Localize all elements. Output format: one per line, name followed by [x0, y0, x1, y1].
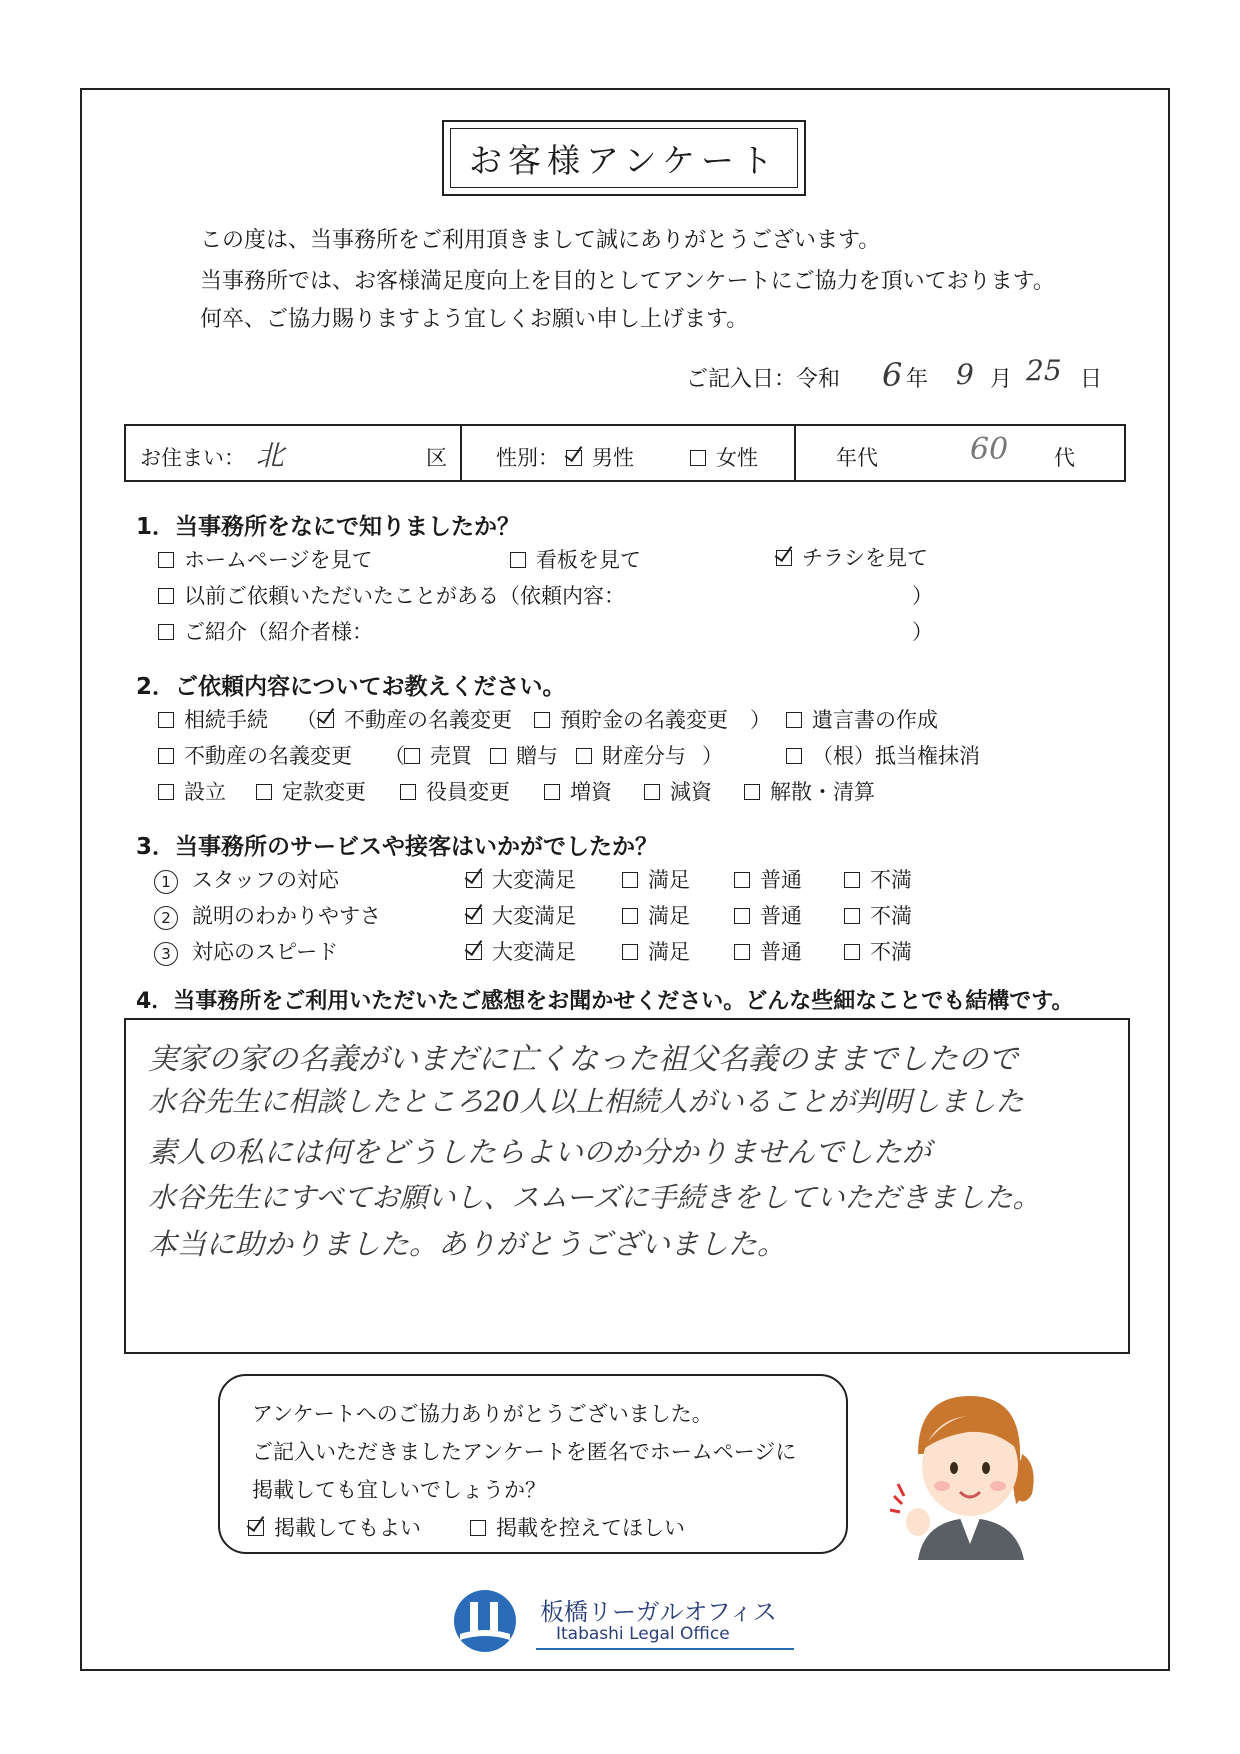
comment-line-5: 本当に助かりました。ありがとうございました。 — [148, 1227, 787, 1261]
checkbox-icon[interactable] — [734, 944, 750, 960]
cheek-shape — [990, 1481, 1006, 1491]
choice-label: 普通 — [760, 940, 802, 964]
checkbox-icon[interactable] — [576, 748, 592, 764]
circled-number: 2 — [154, 906, 178, 930]
q2-increase-option[interactable] — [544, 776, 612, 806]
q2-division-label: 財産分与 — [602, 744, 686, 768]
q1-flyer-option[interactable] — [776, 542, 928, 572]
intro-line-1: この度は、当事務所をご利用頂きまして誠にありがとうございます。 — [200, 228, 881, 253]
eye-icon — [982, 1462, 990, 1474]
q1-sign-option[interactable] — [510, 544, 641, 574]
q2-mortgage-option[interactable] — [786, 740, 980, 770]
checkbox-checked-icon[interactable] — [466, 872, 482, 888]
q2-sale-option[interactable] — [404, 740, 472, 770]
q3-row-2-normal[interactable] — [734, 900, 802, 930]
staff-illustration — [888, 1384, 1048, 1560]
gender-cell — [462, 426, 794, 480]
checkbox-icon[interactable] — [622, 944, 638, 960]
q2-open-paren-2: （ — [384, 744, 405, 768]
q3-title: 3．当事務所のサービスや接客はいかがでしたか？ — [136, 834, 659, 860]
q1-previous-label: 以前ご依頼いただいたことがある（依頼内容： — [184, 584, 625, 608]
comment-line-1: 実家の家の名義がいまだに亡くなった祖父名義のままでしたので — [148, 1042, 1018, 1077]
choice-label: 不満 — [870, 940, 912, 964]
q3-row-3-label — [154, 936, 338, 966]
q2-establish-option[interactable] — [158, 776, 226, 806]
checkbox-checked-icon[interactable] — [776, 550, 792, 566]
checkbox-checked-icon[interactable] — [466, 908, 482, 924]
q2-open-paren: （ — [296, 708, 317, 732]
date-month[interactable]: 9 — [956, 358, 974, 391]
intro-line-3: 何卒、ご協力賜りますよう宜しくお願い申し上げます。 — [200, 307, 749, 332]
q3-row-1-satisfied[interactable] — [622, 864, 690, 894]
address-cell — [126, 426, 460, 480]
q1-homepage-option[interactable] — [158, 544, 373, 574]
q3-row-label: 対応のスピード — [192, 940, 339, 964]
comment-line-4: 水谷先生にすべてお願いし、スムーズに手続きをしていただきました。 — [148, 1181, 1041, 1214]
page-title: お客様アンケート — [450, 128, 798, 188]
address-label: お住まい： — [140, 446, 245, 470]
checkbox-icon[interactable] — [158, 712, 174, 728]
q3-row-3-dissatisfied[interactable] — [844, 936, 912, 966]
title-box — [442, 120, 806, 196]
q2-division-option[interactable] — [576, 740, 686, 770]
q2-sale-label: 売買 — [430, 744, 472, 768]
date-day[interactable]: 25 — [1026, 354, 1062, 387]
hand-shape — [906, 1508, 930, 1536]
q2-close-paren-2: ） — [702, 744, 723, 768]
consent-ok-label: 掲載してもよい — [274, 1516, 421, 1540]
gender-female-label: 女性 — [716, 446, 758, 470]
logo-bar — [490, 1602, 498, 1632]
checkbox-icon[interactable] — [490, 748, 506, 764]
q2-articles-option[interactable] — [256, 776, 366, 806]
q1-referral-close: ） — [912, 620, 933, 644]
gender-male-label: 男性 — [592, 446, 634, 470]
office-name-english: Itabashi Legal Office — [556, 1624, 730, 1644]
q2-increase-label: 増資 — [570, 780, 612, 804]
checkbox-icon[interactable] — [744, 784, 760, 800]
checkbox-icon[interactable] — [844, 872, 860, 888]
q2-property-change-option[interactable] — [318, 704, 512, 734]
q2-decrease-label: 減資 — [670, 780, 712, 804]
checkbox-icon[interactable] — [158, 784, 174, 800]
q2-dissolution-label: 解散・清算 — [770, 780, 875, 804]
eye-icon — [950, 1462, 958, 1474]
sparkle-icon — [890, 1484, 904, 1512]
q3-row-2-satisfied[interactable] — [622, 900, 690, 930]
checkbox-icon[interactable] — [844, 908, 860, 924]
q2-officers-label: 役員変更 — [426, 780, 510, 804]
logo-underline — [536, 1648, 794, 1650]
checkbox-icon[interactable] — [158, 552, 174, 568]
age-label: 年代 — [836, 446, 878, 470]
q1-previous-option[interactable] — [158, 580, 625, 610]
consent-line-2: ご記入いただきましたアンケートを匿名でホームページに — [252, 1440, 797, 1464]
choice-label: 大変満足 — [492, 868, 576, 892]
choice-label: 不満 — [870, 868, 912, 892]
q3-row-3-very-satisfied[interactable] — [466, 936, 576, 966]
choice-label: 満足 — [648, 940, 690, 964]
checkbox-icon[interactable] — [734, 872, 750, 888]
gender-male-option[interactable] — [566, 442, 634, 472]
choice-label: 不満 — [870, 904, 912, 928]
checkbox-icon[interactable] — [690, 450, 706, 466]
q1-previous-close: ） — [912, 584, 933, 608]
q2-will-option[interactable] — [786, 704, 938, 734]
checkbox-icon[interactable] — [256, 784, 272, 800]
choice-label: 大変満足 — [492, 940, 576, 964]
choice-label: 大変満足 — [492, 904, 576, 928]
info-table — [124, 424, 1126, 482]
age-value[interactable]: 60 — [970, 432, 1009, 467]
checkbox-icon[interactable] — [158, 588, 174, 604]
q2-officers-option[interactable] — [400, 776, 510, 806]
checkbox-icon[interactable] — [734, 908, 750, 924]
q2-gift-label: 贈与 — [516, 744, 558, 768]
q3-row-3-normal[interactable] — [734, 936, 802, 966]
address-value[interactable]: 北 — [256, 439, 285, 472]
q3-row-label: 説明のわかりやすさ — [192, 904, 381, 928]
checkbox-icon[interactable] — [510, 552, 526, 568]
q2-mortgage-label: （根）抵当権抹消 — [812, 744, 980, 768]
gender-female-option[interactable] — [690, 442, 758, 472]
q3-row-1-label — [154, 864, 339, 894]
q2-articles-label: 定款変更 — [282, 780, 366, 804]
q2-gift-option[interactable] — [490, 740, 558, 770]
choice-label: 普通 — [760, 868, 802, 892]
checkbox-icon[interactable] — [622, 872, 638, 888]
q1-homepage-label: ホームページを見て — [184, 548, 373, 572]
date-row — [686, 354, 1116, 398]
q2-title: 2．ご依頼内容についてお教えください。 — [136, 674, 566, 700]
q2-establish-label: 設立 — [184, 780, 226, 804]
q3-row-2-dissatisfied[interactable] — [844, 900, 912, 930]
q2-real-estate-option[interactable] — [158, 740, 352, 770]
checkbox-icon[interactable] — [544, 784, 560, 800]
checkbox-icon[interactable] — [400, 784, 416, 800]
circled-number: 3 — [154, 942, 178, 966]
q2-property-change-label: 不動産の名義変更 — [344, 708, 512, 732]
checkbox-icon[interactable] — [644, 784, 660, 800]
date-month-unit: 月 — [990, 367, 1013, 392]
checkbox-checked-icon[interactable] — [466, 944, 482, 960]
checkbox-icon[interactable] — [844, 944, 860, 960]
checkbox-icon[interactable] — [404, 748, 420, 764]
q2-deposit-change-label: 預貯金の名義変更 — [560, 708, 728, 732]
checkbox-icon[interactable] — [786, 748, 802, 764]
q1-flyer-label: チラシを見て — [802, 546, 928, 570]
date-year-unit: 年 — [906, 367, 929, 392]
checkbox-icon[interactable] — [158, 624, 174, 640]
q3-row-1-normal[interactable] — [734, 864, 802, 894]
logo-circle — [454, 1590, 516, 1652]
consent-ng-option[interactable] — [470, 1512, 685, 1542]
q1-referral-option[interactable] — [158, 616, 373, 646]
checkbox-icon[interactable] — [470, 1520, 486, 1536]
checkbox-icon[interactable] — [786, 712, 802, 728]
consent-line-3: 掲載しても宜しいでしょうか？ — [252, 1478, 546, 1502]
consent-ng-label: 掲載を控えてほしい — [496, 1516, 685, 1540]
choice-label: 普通 — [760, 904, 802, 928]
gender-label: 性別： — [496, 446, 559, 470]
q3-row-2-very-satisfied[interactable] — [466, 900, 576, 930]
q3-row-label: スタッフの対応 — [192, 868, 339, 892]
address-unit: 区 — [426, 446, 447, 470]
choice-label: 満足 — [648, 904, 690, 928]
q2-inheritance-label: 相続手続 — [184, 708, 268, 732]
comment-line-3: 素人の私には何をどうしたらよいのか分かりませんでしたが — [148, 1135, 932, 1169]
q2-will-label: 遺言書の作成 — [812, 708, 938, 732]
q2-real-estate-label: 不動産の名義変更 — [184, 744, 352, 768]
age-unit: 代 — [1054, 446, 1075, 470]
logo-bar — [470, 1602, 478, 1632]
choice-label: 満足 — [648, 868, 690, 892]
q1-sign-label: 看板を見て — [536, 548, 641, 572]
checkbox-checked-icon[interactable] — [318, 712, 334, 728]
checkbox-checked-icon[interactable] — [248, 1520, 264, 1536]
q3-row-2-label — [154, 900, 381, 930]
consent-ok-option[interactable] — [248, 1512, 421, 1542]
age-cell — [796, 426, 1126, 480]
consent-box — [218, 1374, 848, 1554]
q3-row-1-very-satisfied[interactable] — [466, 864, 576, 894]
checkbox-icon[interactable] — [622, 908, 638, 924]
q3-row-3-satisfied[interactable] — [622, 936, 690, 966]
q4-title: 4．当事務所をご利用いただいたご感想をお聞かせください。どんな些細なことでも結構です。 — [136, 989, 1074, 1014]
checkbox-icon[interactable] — [158, 748, 174, 764]
comment-line-2: 水谷先生に相談したところ20人以上相続人がいることが判明しました — [148, 1085, 1024, 1118]
consent-line-1: アンケートへのご協力ありがとうございました。 — [252, 1402, 713, 1426]
q2-decrease-option[interactable] — [644, 776, 712, 806]
q1-title: 1．当事務所をなにで知りましたか？ — [136, 514, 521, 540]
date-day-unit: 日 — [1080, 367, 1103, 392]
cheek-shape — [934, 1481, 950, 1491]
office-name: 板橋リーガルオフィス — [540, 1598, 777, 1626]
q1-referral-label: ご紹介（紹介者様： — [184, 620, 373, 644]
office-logo-icon — [452, 1588, 518, 1654]
q2-deposit-change-option[interactable] — [534, 704, 728, 734]
date-year[interactable]: 6 — [882, 356, 903, 394]
date-label: ご記入日：令和 — [686, 367, 841, 392]
checkbox-icon[interactable] — [534, 712, 550, 728]
q2-inheritance-option[interactable] — [158, 704, 268, 734]
circled-number: 1 — [154, 870, 178, 894]
checkbox-checked-icon[interactable] — [566, 450, 582, 466]
comment-box[interactable] — [124, 1018, 1130, 1354]
q3-row-1-dissatisfied[interactable] — [844, 864, 912, 894]
q2-close-paren: ） — [750, 708, 771, 732]
intro-line-2: 当事務所では、お客様満足度向上を目的としてアンケートにご協力を頂いております。 — [200, 269, 1055, 294]
q2-dissolution-option[interactable] — [744, 776, 875, 806]
